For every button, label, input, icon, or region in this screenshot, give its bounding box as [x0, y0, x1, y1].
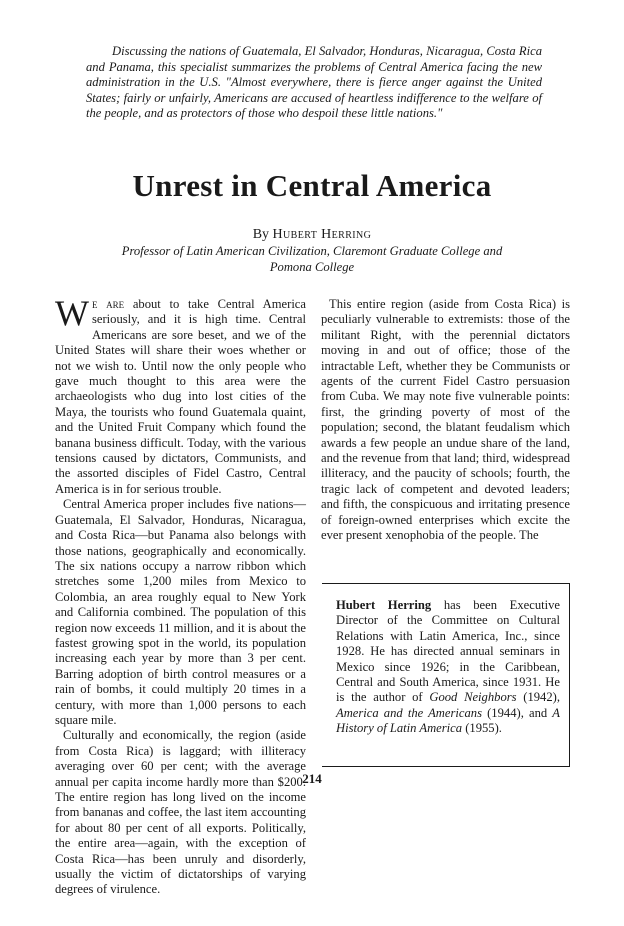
bio-text-1: has been Executive Director of the Committee on Cultural Relations with Latin America, Inc., since 1928. He has directed annual seminars in Mexico since 1926; in the Caribbean, Central and South America, since 1931. He is the author of	[336, 598, 560, 705]
body-paragraph-2: Central America proper includes five nations—Guatemala, El Salvador, Honduras, Nicaragua, and Costa Rica—but Panama also belongs with those nations, geographically and economically. The six nations occupy a narrow ribbon which stretches some 1,200 miles from Mexico to Colombia, an area roughly equal to New York and California combined. The population of this region now exceeds 11 million, and it is about the fastest growing spot in the world, its population increasing each year by more than 3 per cent. Barring adoption of birth control measures or a rain of bombs, it could multiply 20 times in a century, with more than 1,000 persons to each square mile.	[55, 497, 306, 727]
byline	[0, 227, 624, 243]
bio-name: Hubert Herring	[336, 598, 432, 612]
drop-cap: W	[55, 293, 89, 333]
bio-text-4: (1955).	[462, 721, 502, 736]
bio-text-3: (1944), and	[481, 705, 553, 720]
author-affiliation: Professor of Latin American Civilization, Claremont Graduate College and Pomona College	[121, 244, 503, 274]
article-title: Unrest in Central America	[132, 168, 492, 203]
body-column-left	[55, 293, 306, 898]
body-paragraph-3: Culturally and economically, the region (aside from Costa Rica) is laggard; with illiteracy averaging over 60 per cent; with the average annual per capita income hardly more than $200. The entire region has long lived on the income from bananas and coffee, the last item accounting for about 80 per cent of all exports. Politically, the entire area—again, with the exception of Costa Rica—has been unruly and disorderly, usually the victim of dictatorships of varying degrees of virulence.	[55, 728, 306, 897]
bio-book-2: America and the Americans	[336, 705, 482, 720]
intro-text: Discussing the nations of Guatemala, El Salvador, Honduras, Nicaragua, Costa Rica and Panama, this specialist summarizes the problems of Central America facing the new administration in the U.S. "Almost everywhere, there is fierce anger against the United States; fairly or unfairly, Americans are accused of heartless indifference to the welfare of the people, and as protectors of those who despoil these little nations."	[86, 44, 542, 121]
paragraph-1-text: about to take Central America seriously, and it is high time. Central Americans are sore beset, and we of the United States will share their woes whether or not we wish to. Until now the only people who gave much thought to this area were the archaeologists who dug into lost cities of the Maya, the tourists who found Guatemala quaint, and the United Fruit Company which found the banana business difficult. Today, with the various tensions caused by dictators, Communists, and the assorted disciples of Fidel Castro, Central America is in for serious trouble.	[55, 297, 306, 496]
byline-prefix: By	[252, 227, 270, 242]
page-number: 214	[302, 771, 322, 786]
intro-summary	[86, 44, 542, 122]
author-name: Hubert Herring	[272, 227, 372, 242]
body-paragraph-1	[55, 293, 306, 497]
body-column-right	[321, 297, 570, 544]
bio-book-1: Good Neighbors	[429, 690, 517, 705]
body-paragraph-4: This entire region (aside from Costa Rica) is peculiarly vulnerable to extremists: those of the militant Right, with the perennial dictators moving in and out of office; those of the intractable Left, whether they be Communists or agents of the current Fidel Castro persuasion from Cuba. We may note five vulnerable points: first, the grinding poverty of most of the population; second, the blatant feudalism which awards a few people an undue share of the land, and the revenue from that land; third, widespread illiteracy, and the paucity of schools; fourth, the tragic lack of competent and devoted leaders; and fifth, the conspicuous and irritating presence of foreign-owned enterprises which excite the ever present xenophobia of the people. The	[321, 297, 570, 543]
lead-words: e are	[91, 297, 125, 311]
bio-book-3: A History of Latin America	[336, 705, 560, 736]
bio-text-2: (1942),	[516, 690, 560, 705]
author-bio	[336, 598, 560, 737]
